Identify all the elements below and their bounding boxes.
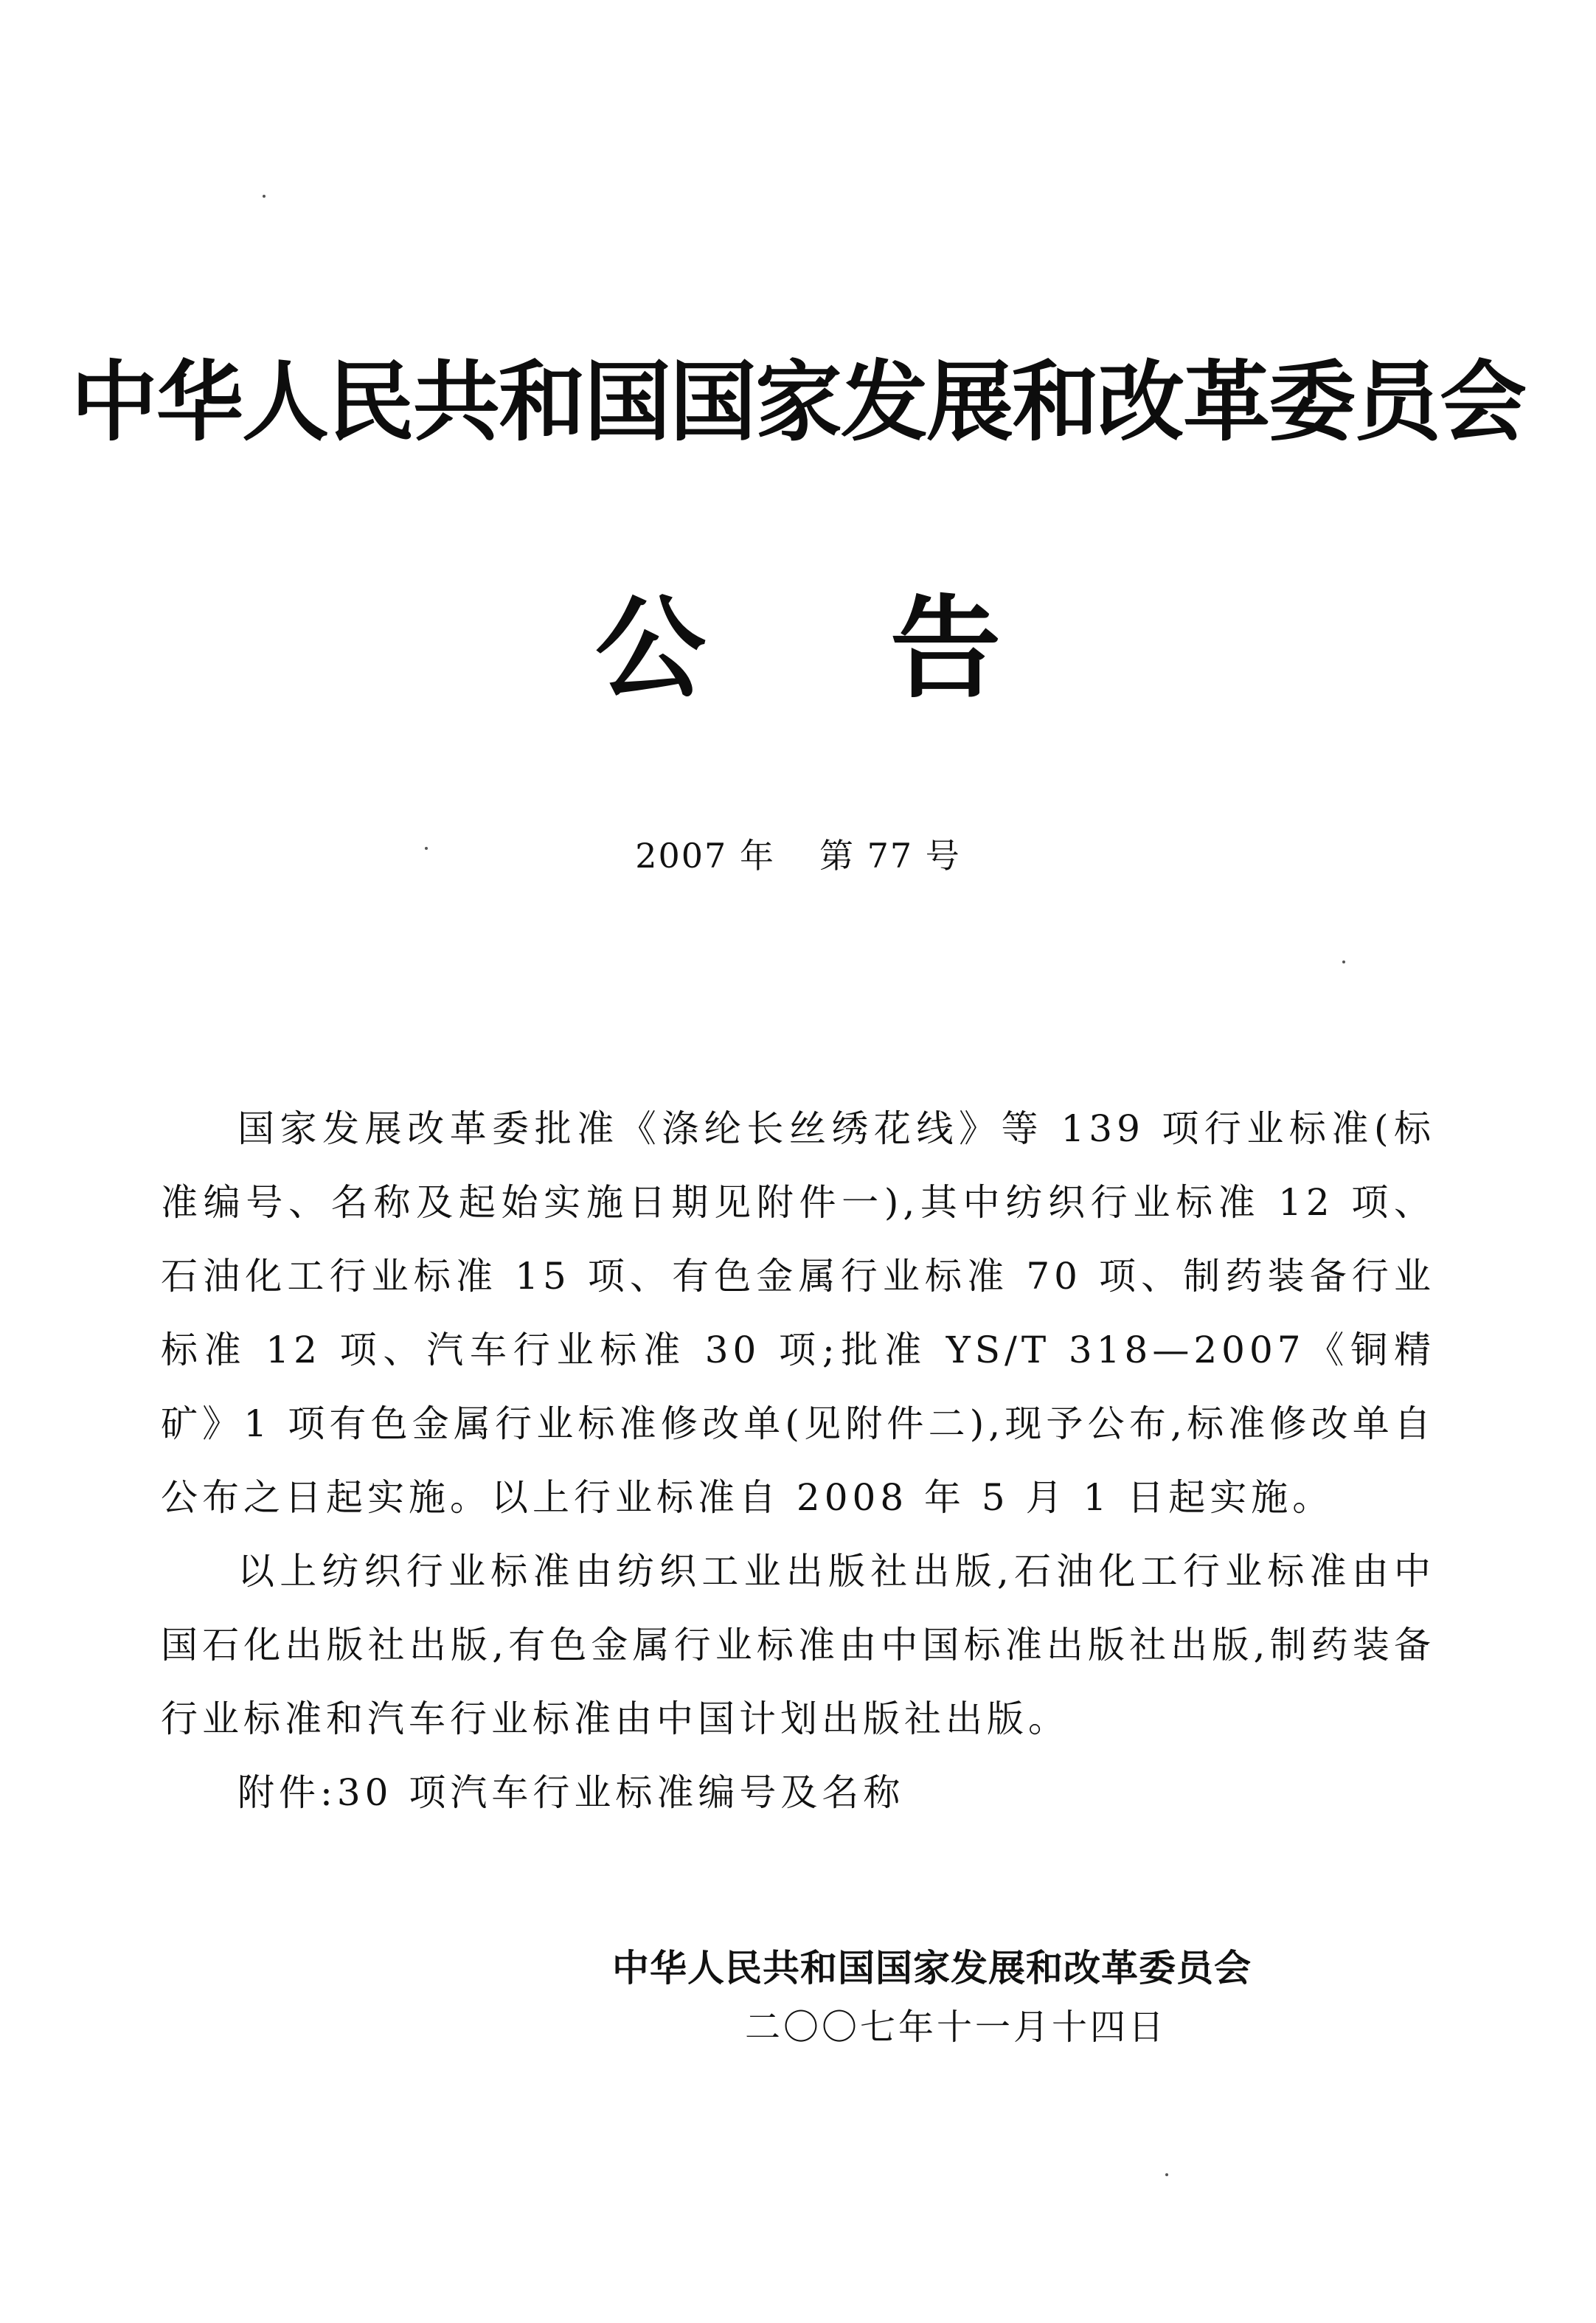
signature-block [612, 1939, 1423, 2057]
document-year: 2007 年 [635, 836, 775, 876]
paragraph-attachment: 附件:30 项汽车行业标准编号及名称 [237, 1771, 905, 1814]
document-number [0, 834, 1596, 878]
announcement-body [161, 1092, 1435, 1829]
scan-speck [1342, 960, 1345, 963]
paragraph-publishers: 以上纺织行业标准由纺织工业出版社出版,石油化工行业标准由中国石化出版社出版,有色金属行业标准由中国标准出版社出版,制药装备行业标准和汽车行业标准由中国计划出版社出版。 [161, 1550, 1435, 1740]
scan-speck [425, 847, 428, 850]
scan-speck [263, 195, 266, 198]
signing-date: 二〇〇七年十一月十四日 [745, 2007, 1167, 2048]
document-type-heading: 公告 [594, 585, 1185, 713]
document-serial-number: 第 77 号 [819, 836, 961, 876]
scan-speck [1165, 2173, 1168, 2176]
paragraph-approval: 国家发展改革委批准《涤纶长丝绣花线》等 139 项行业标准(标准编号、名称及起始实施日期见附件一),其中纺织行业标准 12 项、石油化工行业标准 15 项、有色金属行业标准 70 项、制药装备行业标准 12 项、汽车行业标准 30 项;批准 YS/T 318—2007《铜精矿》1 项有色金属行业标准修改单(见附件二),现予公布,标准修改单自公布之日起实施。以上行业标准自 2008 年 5 月 1 日起实施。 [161, 1107, 1435, 1519]
issuer-title: 中华人民共和国国家发展和改革委员会 [70, 351, 1525, 453]
signing-organization: 中华人民共和国国家发展和改革委员会 [612, 1947, 1252, 1990]
